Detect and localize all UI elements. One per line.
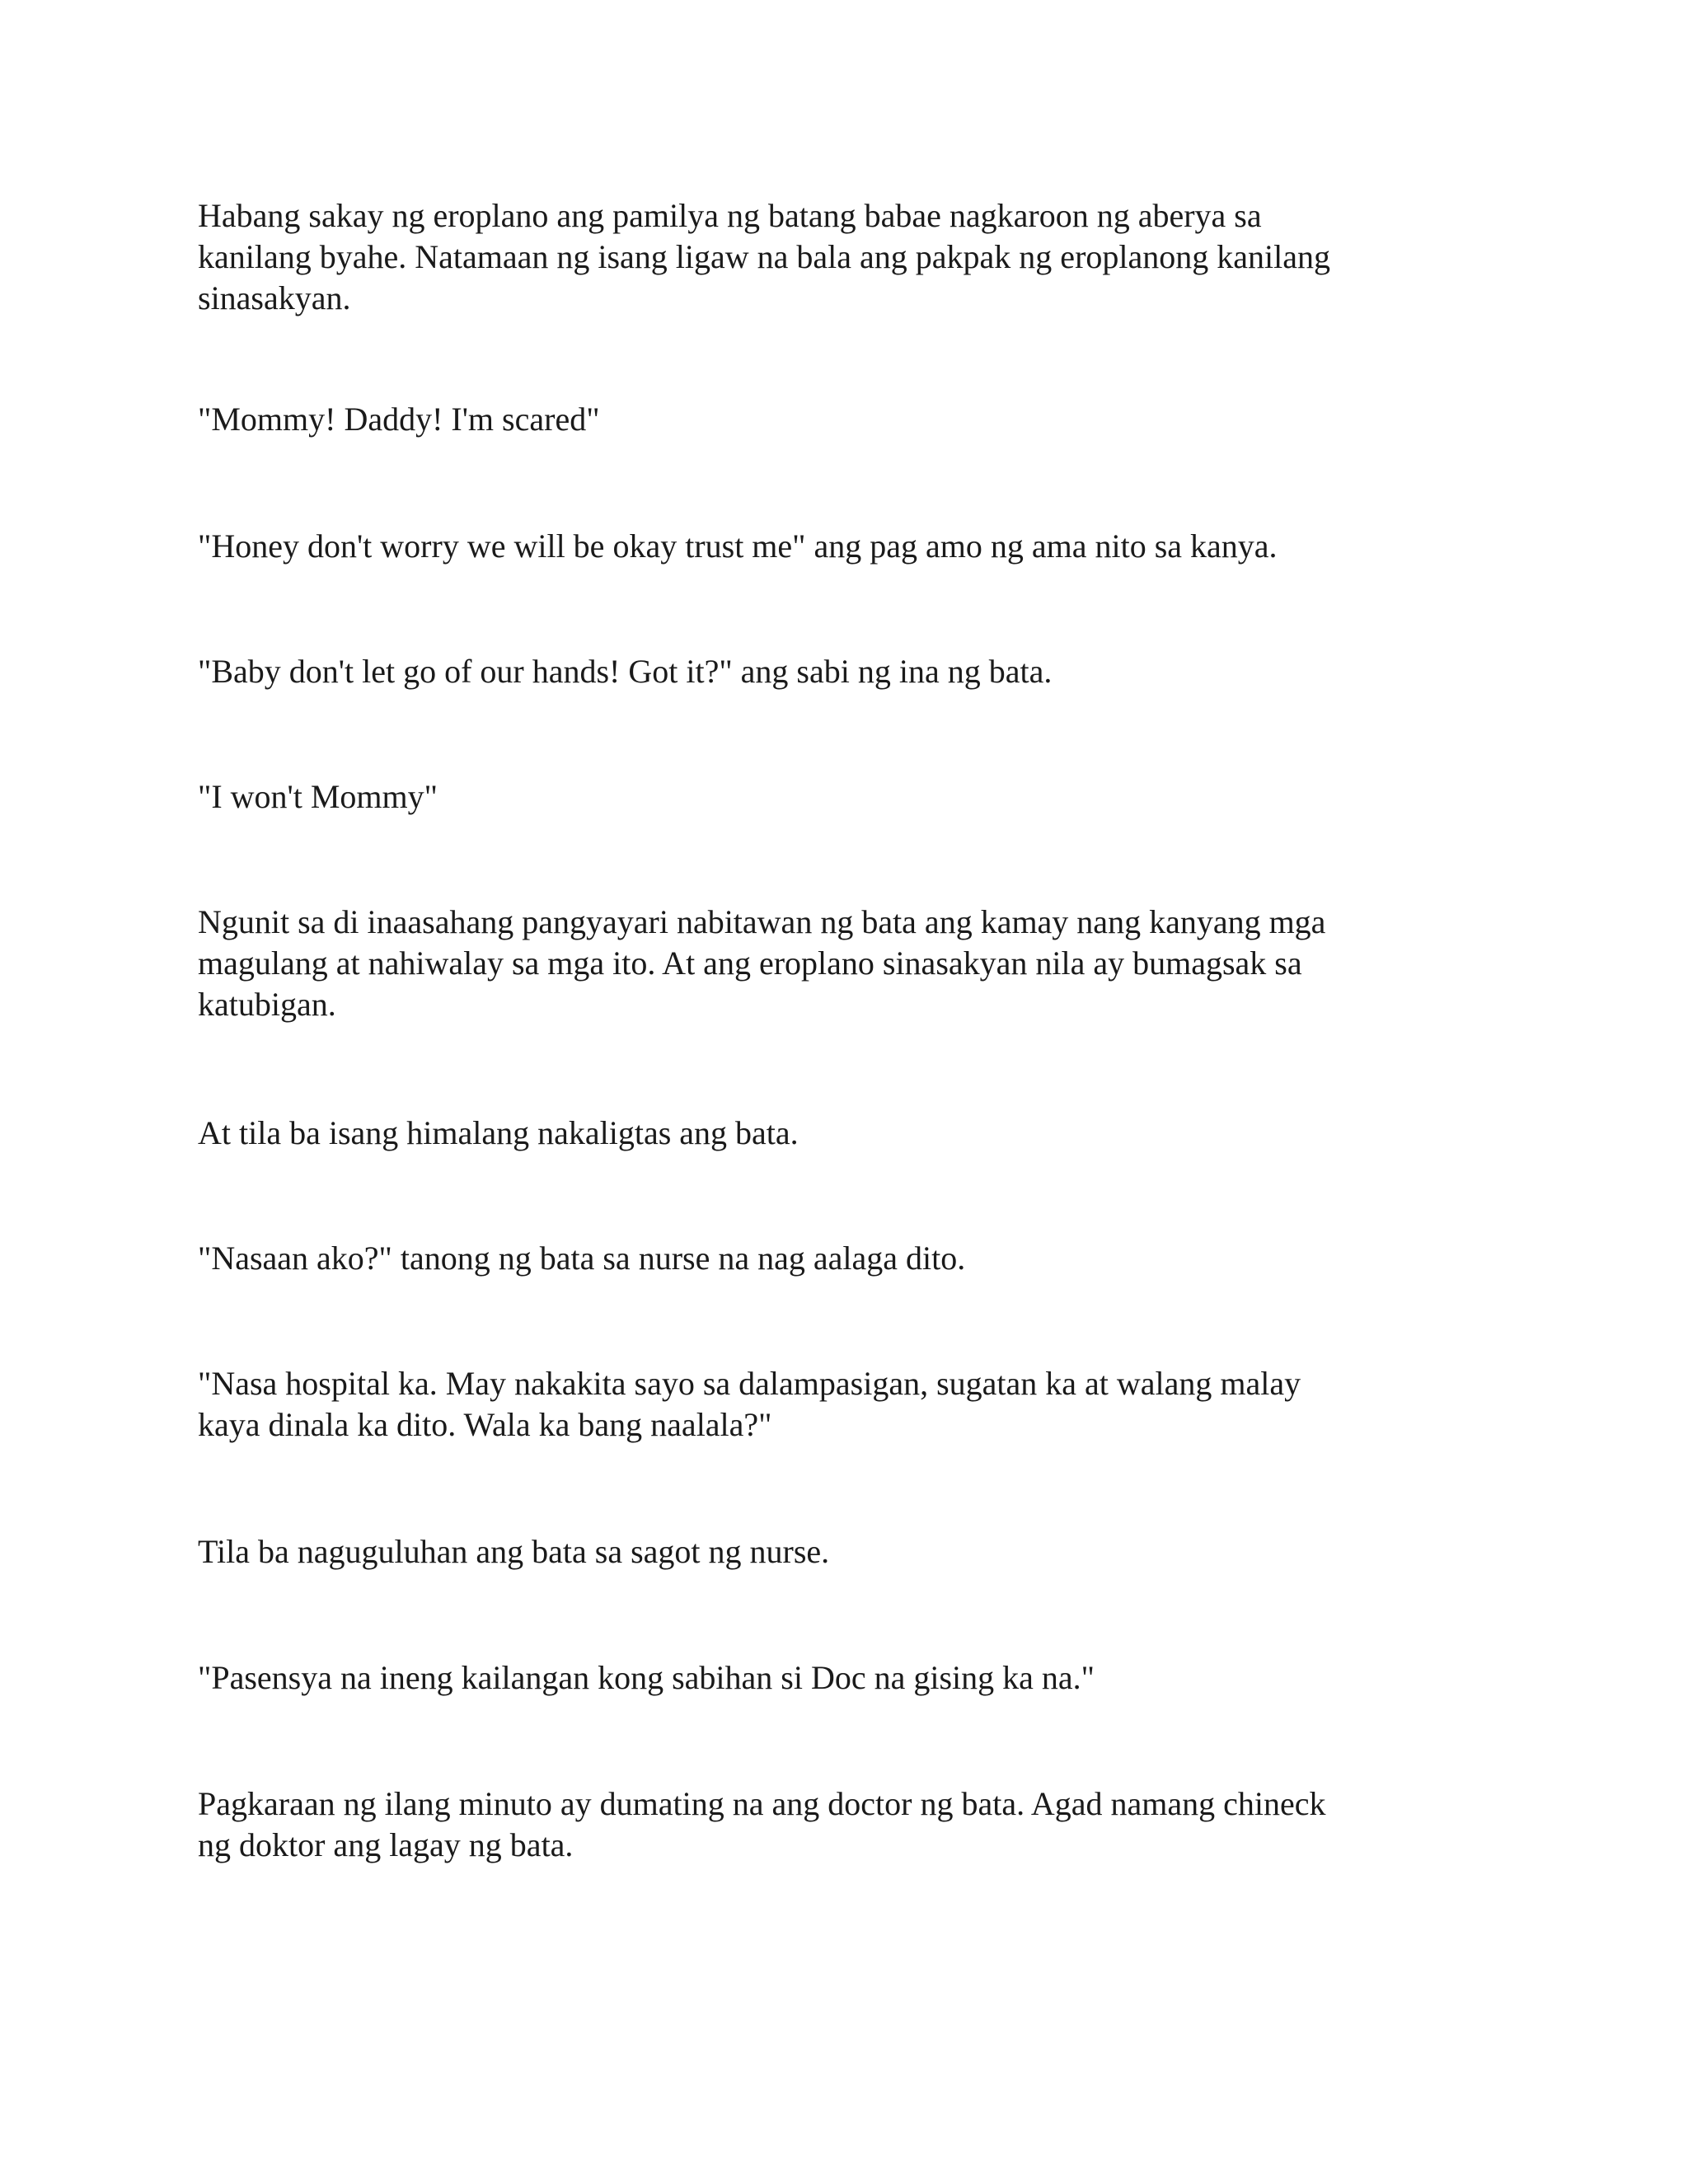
paragraph-10 xyxy=(198,1531,1484,1572)
paragraph-line: "Mommy! Daddy! I'm scared" xyxy=(198,401,600,438)
paragraph-line: "Nasaan ako?" tanong ng bata sa nurse na nag aalaga dito. xyxy=(198,1240,966,1277)
paragraph-line: ng doktor ang lagay ng bata. xyxy=(198,1826,574,1863)
paragraph-11 xyxy=(198,1657,1484,1699)
paragraph-12 xyxy=(198,1783,1484,1866)
paragraph-line: magulang at nahiwalay sa mga ito. At ang eroplano sinasakyan nila ay bumagsak sa xyxy=(198,944,1302,982)
paragraph-5 xyxy=(198,776,1484,818)
paragraph-1 xyxy=(198,195,1484,319)
paragraph-line: Tila ba naguguluhan ang bata sa sagot ng nurse. xyxy=(198,1533,830,1570)
paragraph-2 xyxy=(198,399,1484,440)
paragraph-line: "Pasensya na ineng kailangan kong sabihan si Doc na gising ka na." xyxy=(198,1659,1095,1696)
paragraph-line: katubigan. xyxy=(198,986,336,1023)
paragraph-line: Habang sakay ng eroplano ang pamilya ng batang babae nagkaroon ng aberya sa xyxy=(198,197,1262,234)
paragraph-line: sinasakyan. xyxy=(198,279,351,316)
paragraph-line: At tila ba isang himalang nakaligtas ang bata. xyxy=(198,1114,799,1151)
paragraph-8 xyxy=(198,1238,1484,1279)
paragraph-line: kaya dinala ka dito. Wala ka bang naalala?" xyxy=(198,1406,772,1443)
paragraph-line: "I won't Mommy" xyxy=(198,778,438,815)
paragraph-line: kanilang byahe. Natamaan ng isang ligaw na bala ang pakpak ng eroplanong kanilang xyxy=(198,238,1330,275)
paragraph-line: Pagkaraan ng ilang minuto ay dumating na ang doctor ng bata. Agad namang chineck xyxy=(198,1785,1326,1822)
paragraph-4 xyxy=(198,651,1484,692)
paragraph-line: "Nasa hospital ka. May nakakita sayo sa dalampasigan, sugatan ka at walang malay xyxy=(198,1365,1301,1402)
paragraph-9 xyxy=(198,1363,1484,1446)
paragraph-line: "Honey don't worry we will be okay trust me" ang pag amo ng ama nito sa kanya. xyxy=(198,527,1278,565)
paragraph-3 xyxy=(198,526,1484,567)
paragraph-6 xyxy=(198,902,1484,1025)
paragraph-line: Ngunit sa di inaasahang pangyayari nabitawan ng bata ang kamay nang kanyang mga xyxy=(198,903,1326,940)
paragraph-7 xyxy=(198,1113,1484,1154)
paragraph-line: "Baby don't let go of our hands! Got it?" ang sabi ng ina ng bata. xyxy=(198,653,1053,690)
